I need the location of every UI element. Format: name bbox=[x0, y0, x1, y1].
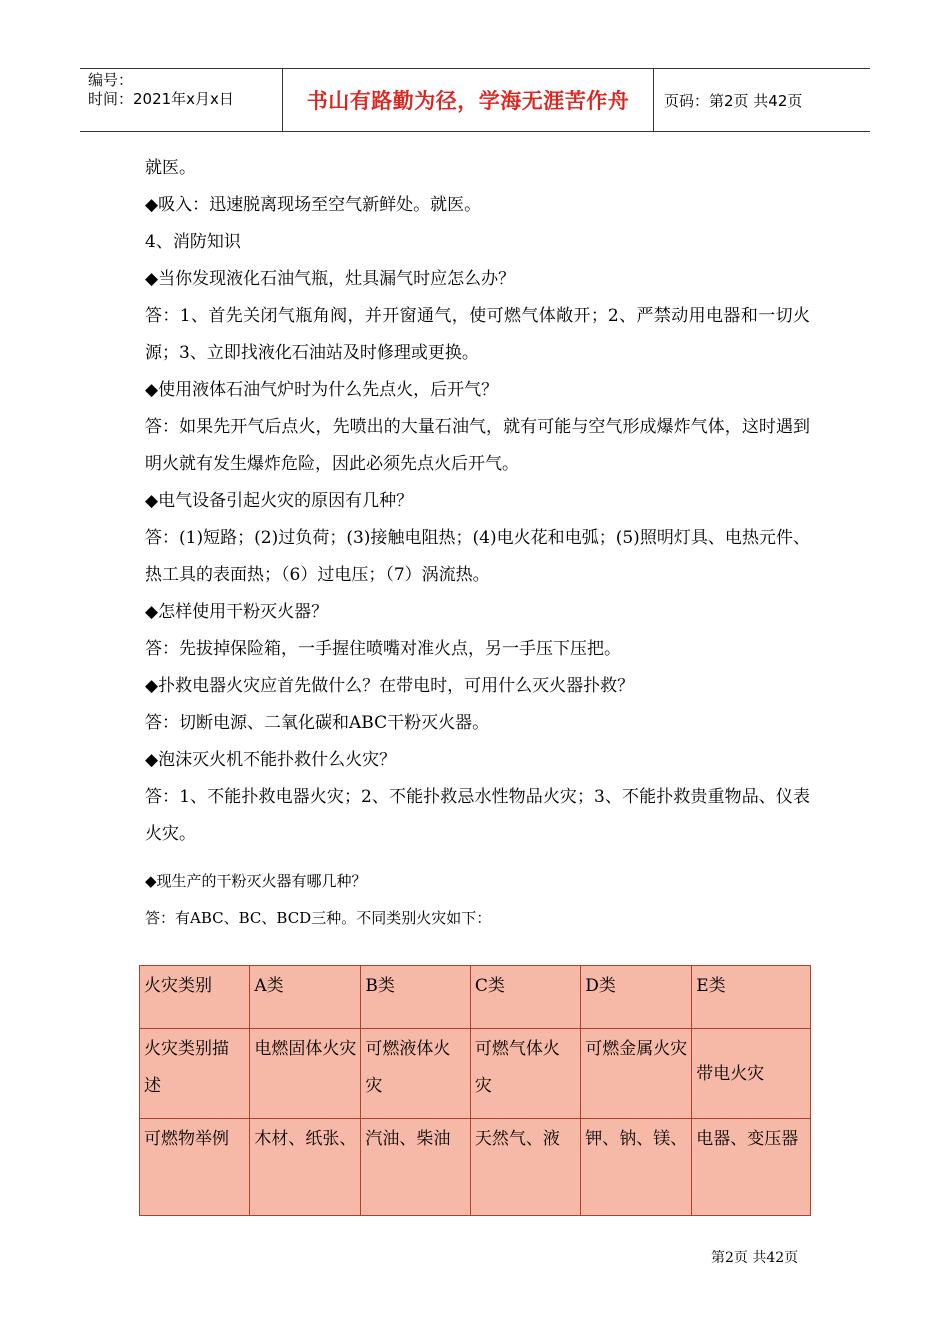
document-body bbox=[145, 150, 810, 937]
question: ◆怎样使用干粉灭火器？ bbox=[145, 602, 329, 622]
header-motto: 书山有路勤为径，学海无涯苦作舟 bbox=[282, 69, 654, 131]
answer: 答：有ABC、BC、BCD三种。不同类别火灾如下： bbox=[145, 909, 492, 927]
table-cell: 可燃物举例 bbox=[140, 1119, 250, 1216]
table-cell: A类 bbox=[250, 966, 361, 1029]
table-cell: 电燃固体火灾 bbox=[250, 1029, 361, 1119]
question: ◆现生产的干粉灭火器有哪几种？ bbox=[145, 872, 367, 890]
answer: 答：1、不能扑救电器火灾；2、不能扑救忌水性物品火灾；3、不能扑救贵重物品、仪表火灾。 bbox=[145, 787, 810, 844]
header-meta bbox=[80, 69, 282, 131]
table-cell: 可燃金属火灾 bbox=[581, 1029, 692, 1119]
table-row bbox=[140, 1029, 811, 1119]
answer: 答：(1)短路；(2)过负荷；(3)接触电阻热；(4)电火花和电弧；(5)照明灯具、电热元件、热工具的表面热；（6）过电压；（7）涡流热。 bbox=[145, 528, 810, 585]
table-cell: 天然气、液 bbox=[470, 1119, 580, 1216]
table-cell: B类 bbox=[361, 966, 470, 1029]
answer: 答：先拔掉保险箱，一手握住喷嘴对准火点，另一手压下压把。 bbox=[145, 639, 621, 659]
table-cell: 电器、变压器 bbox=[692, 1119, 811, 1216]
section-heading: 4、消防知识 bbox=[145, 232, 241, 252]
table-cell: 火灾类别描述 bbox=[140, 1029, 250, 1119]
table-row bbox=[140, 1119, 811, 1216]
answer: 答：切断电源、二氧化碳和ABC干粉灭火器。 bbox=[145, 713, 490, 733]
page-footer: 第2页 共42页 bbox=[711, 1250, 799, 1266]
document-date: 时间：2021年x月x日 bbox=[88, 90, 234, 108]
table-cell: 可燃气体火灾 bbox=[470, 1029, 580, 1119]
table-cell: D类 bbox=[581, 966, 692, 1029]
table-cell: 木材、纸张、 bbox=[250, 1119, 361, 1216]
table-cell: 钾、钠、镁、 bbox=[581, 1119, 692, 1216]
question: ◆泡沫灭火机不能扑救什么火灾？ bbox=[145, 750, 397, 770]
page-header bbox=[80, 68, 870, 132]
document-number-label: 编号： bbox=[88, 71, 134, 89]
table-cell: 可燃液体火灾 bbox=[361, 1029, 470, 1119]
answer: 答：1、首先关闭气瓶角阀，并开窗通气，使可燃气体敞开；2、严禁动用电器和一切火源；3、立即找液化石油站及时修理或更换。 bbox=[145, 306, 810, 363]
question: ◆电气设备引起火灾的原因有几种？ bbox=[145, 491, 414, 511]
paragraph: 就医。 bbox=[145, 158, 196, 178]
table-cell: E类 bbox=[692, 966, 811, 1029]
table-cell: C类 bbox=[470, 966, 580, 1029]
answer: 答：如果先开气后点火，先喷出的大量石油气，就有可能与空气形成爆炸气体，这时遇到明火就有发生爆炸危险，因此必须先点火后开气。 bbox=[145, 417, 810, 474]
table-cell: 火灾类别 bbox=[140, 966, 250, 1029]
fire-class-table bbox=[139, 965, 811, 1216]
paragraph: ◆吸入：迅速脱离现场至空气新鲜处。就医。 bbox=[145, 195, 482, 215]
question: ◆使用液体石油气炉时为什么先点火，后开气？ bbox=[145, 380, 499, 400]
question: ◆当你发现液化石油气瓶，灶具漏气时应怎么办？ bbox=[145, 269, 516, 289]
question: ◆扑救电器火灾应首先做什么？在带电时，可用什么灭火器扑救？ bbox=[145, 676, 635, 696]
table-row bbox=[140, 966, 811, 1029]
table-cell: 汽油、柴油 bbox=[361, 1119, 470, 1216]
table-cell: 带电火灾 bbox=[692, 1029, 811, 1119]
header-page-number: 页码：第2页 共42页 bbox=[664, 91, 803, 110]
